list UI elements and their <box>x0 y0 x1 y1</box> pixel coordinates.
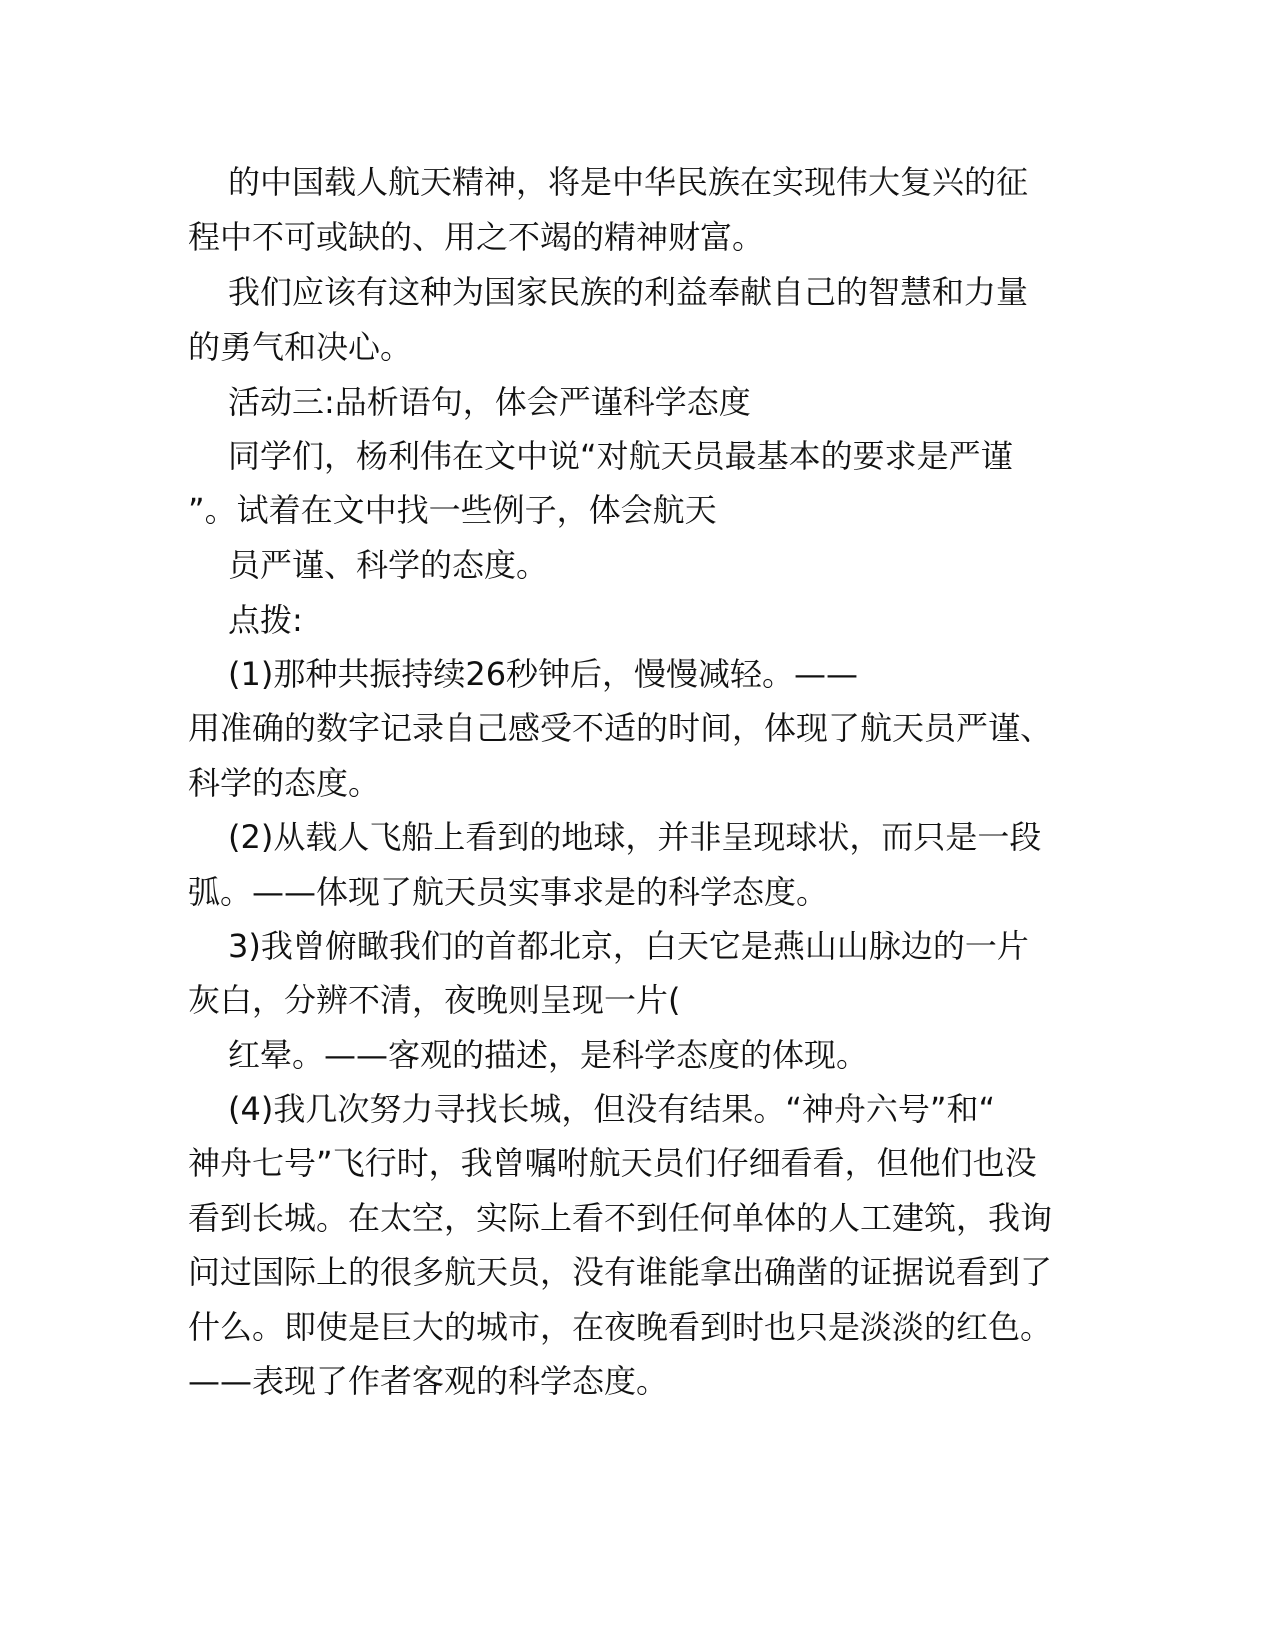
text-line: 3)我曾俯瞰我们的首都北京，白天它是燕山山脉边的一片 <box>228 927 1029 965</box>
text-line: 科学的态度。 <box>188 764 381 802</box>
text-line: ”。试着在文中找一些例子，体会航天 <box>188 491 717 529</box>
text-line: 弧。——体现了航天员实事求是的科学态度。 <box>188 873 829 911</box>
text-line: 我们应该有这种为国家民族的利益奉献自己的智慧和力量 <box>228 273 1029 311</box>
text-line: 灰白，分辨不清，夜晚则呈现一片( <box>188 981 681 1019</box>
text-line: 看到长城。在太空，实际上看不到任何单体的人工建筑，我询 <box>188 1199 1053 1237</box>
text-line: 程中不可或缺的、用之不竭的精神财富。 <box>188 218 765 256</box>
text-line: 点拨: <box>228 601 303 639</box>
text-line: 同学们，杨利伟在文中说“对航天员最基本的要求是严谨 <box>228 437 1013 475</box>
text-line: ——表现了作者客观的科学态度。 <box>188 1362 669 1400</box>
section-heading: 活动三:品析语句，体会严谨科学态度 <box>228 383 751 421</box>
text-line: 的中国载人航天精神，将是中华民族在实现伟大复兴的征 <box>228 163 1029 201</box>
text-line: (4)我几次努力寻找长城，但没有结果。“神舟六号”和“ <box>228 1090 996 1128</box>
text-line: (2)从载人飞船上看到的地球，并非呈现球状，而只是一段 <box>228 818 1042 856</box>
text-line: 什么。即使是巨大的城市，在夜晚看到时也只是淡淡的红色。 <box>188 1308 1053 1346</box>
text-line: 问过国际上的很多航天员，没有谁能拿出确凿的证据说看到了 <box>188 1253 1053 1291</box>
text-line: 红晕。——客观的描述，是科学态度的体现。 <box>228 1036 869 1074</box>
text-line: 神舟七号”飞行时，我曾嘱咐航天员们仔细看看，但他们也没 <box>188 1144 1037 1182</box>
text-line: 的勇气和决心。 <box>188 328 413 366</box>
text-line: 员严谨、科学的态度。 <box>228 546 549 584</box>
text-line: 用准确的数字记录自己感受不适的时间，体现了航天员严谨、 <box>188 709 1053 747</box>
text-line: (1)那种共振持续26秒钟后，慢慢减轻。—— <box>228 655 859 693</box>
